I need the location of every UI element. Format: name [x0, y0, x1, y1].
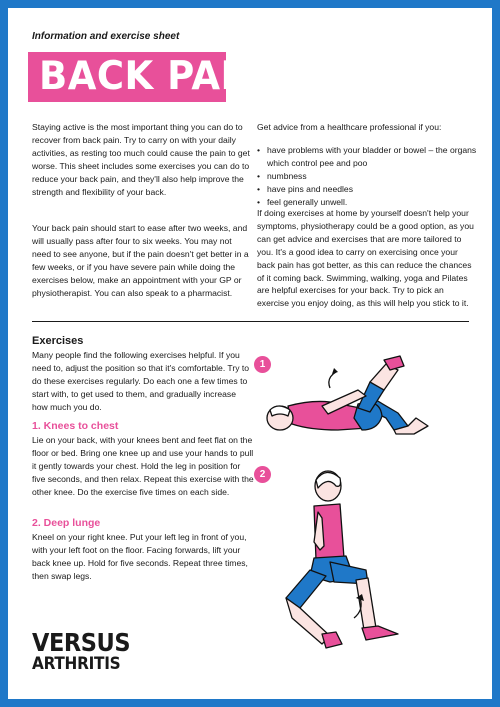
logo-line-2: ARTHRITIS: [32, 654, 121, 674]
advice-item: • numbness: [257, 170, 477, 183]
advice-item: • have problems with your bladder or bowel – the organs which control pee and poo: [257, 144, 477, 170]
physio-paragraph: If doing exercises at home by yourself doesn't help your symptoms, physiotherapy could be a good option, as you can get advice and exercises that are more tailored to you. It's a good idea to carry on exercising once your back pain has got better, as this can reduce the chances of it coming back. Swimming, walking, yoga and Pilates are helpful exercises for your back. Try to pick an exercise you enjoy doing, as this will help you stick to it.: [257, 208, 474, 309]
advice-list: [257, 144, 477, 209]
advice-item: • feel generally unwell.: [257, 196, 477, 209]
knees-to-chest-illustration: [258, 338, 438, 443]
exercise-1-title: 1. Knees to chest: [32, 420, 119, 432]
exercise-2-title: 2. Deep lunge: [32, 517, 101, 529]
title-banner: [28, 52, 267, 102]
deep-lunge-illustration: [270, 458, 420, 658]
page-title: BACK PAIN: [39, 54, 267, 99]
versus-arthritis-logo: [32, 630, 152, 673]
exercises-heading: Exercises: [32, 335, 84, 347]
exercise-2-text: Kneel on your right knee. Put your left leg in front of you, with your left foot on the floor. Facing forwards, lift your back knee up. Hold for five seconds. Repeat three times, then swap legs.: [32, 532, 248, 581]
logo-line-1: VERSUS: [32, 628, 131, 657]
advice-item: • have pins and needles: [257, 183, 477, 196]
exercise-2-number-badge: 2: [254, 466, 271, 483]
intro-paragraph-2: Your back pain should start to ease after two weeks, and will usually pass after four to six weeks. You may not need to see anyone, but if the pain doesn't get better in a few weeks, or if you have severe pain while doing the exercises below, make an appointment with your GP or physiotherapist. You can also speak to a pharmacist.: [32, 223, 249, 298]
exercise-sheet: [8, 8, 492, 699]
exercise-1-number-badge: 1: [254, 356, 271, 373]
advice-lead: Get advice from a healthcare professional if you:: [257, 122, 442, 132]
exercise-1-text: Lie on your back, with your knees bent and feet flat on the floor or bed. Bring one knee up and use your hands to pull it gently towards your chest. Hold the leg in position for five seconds, and then relax. Repeat this exercise with the other knee. Do the exercise five times on each side.: [32, 435, 254, 497]
exercises-intro: Many people find the following exercises helpful. If you need to, adjust the position so that it's comfortable. Try to do these exercises regularly. Do each one a few times to start with, to get used to them, and gradually increase how much you do.: [32, 350, 250, 412]
sheet-kicker: Information and exercise sheet: [32, 31, 180, 42]
intro-paragraph-1: Staying active is the most important thing you can do to recover from back pain. Try to carry on with your daily activities, as resting too much could cause the pain to get worse. This sheet includes some exercises you can do to reduce your back pain, and they'll also help improve the strength and flexibility of your back.: [32, 122, 250, 197]
section-divider: [32, 321, 469, 322]
